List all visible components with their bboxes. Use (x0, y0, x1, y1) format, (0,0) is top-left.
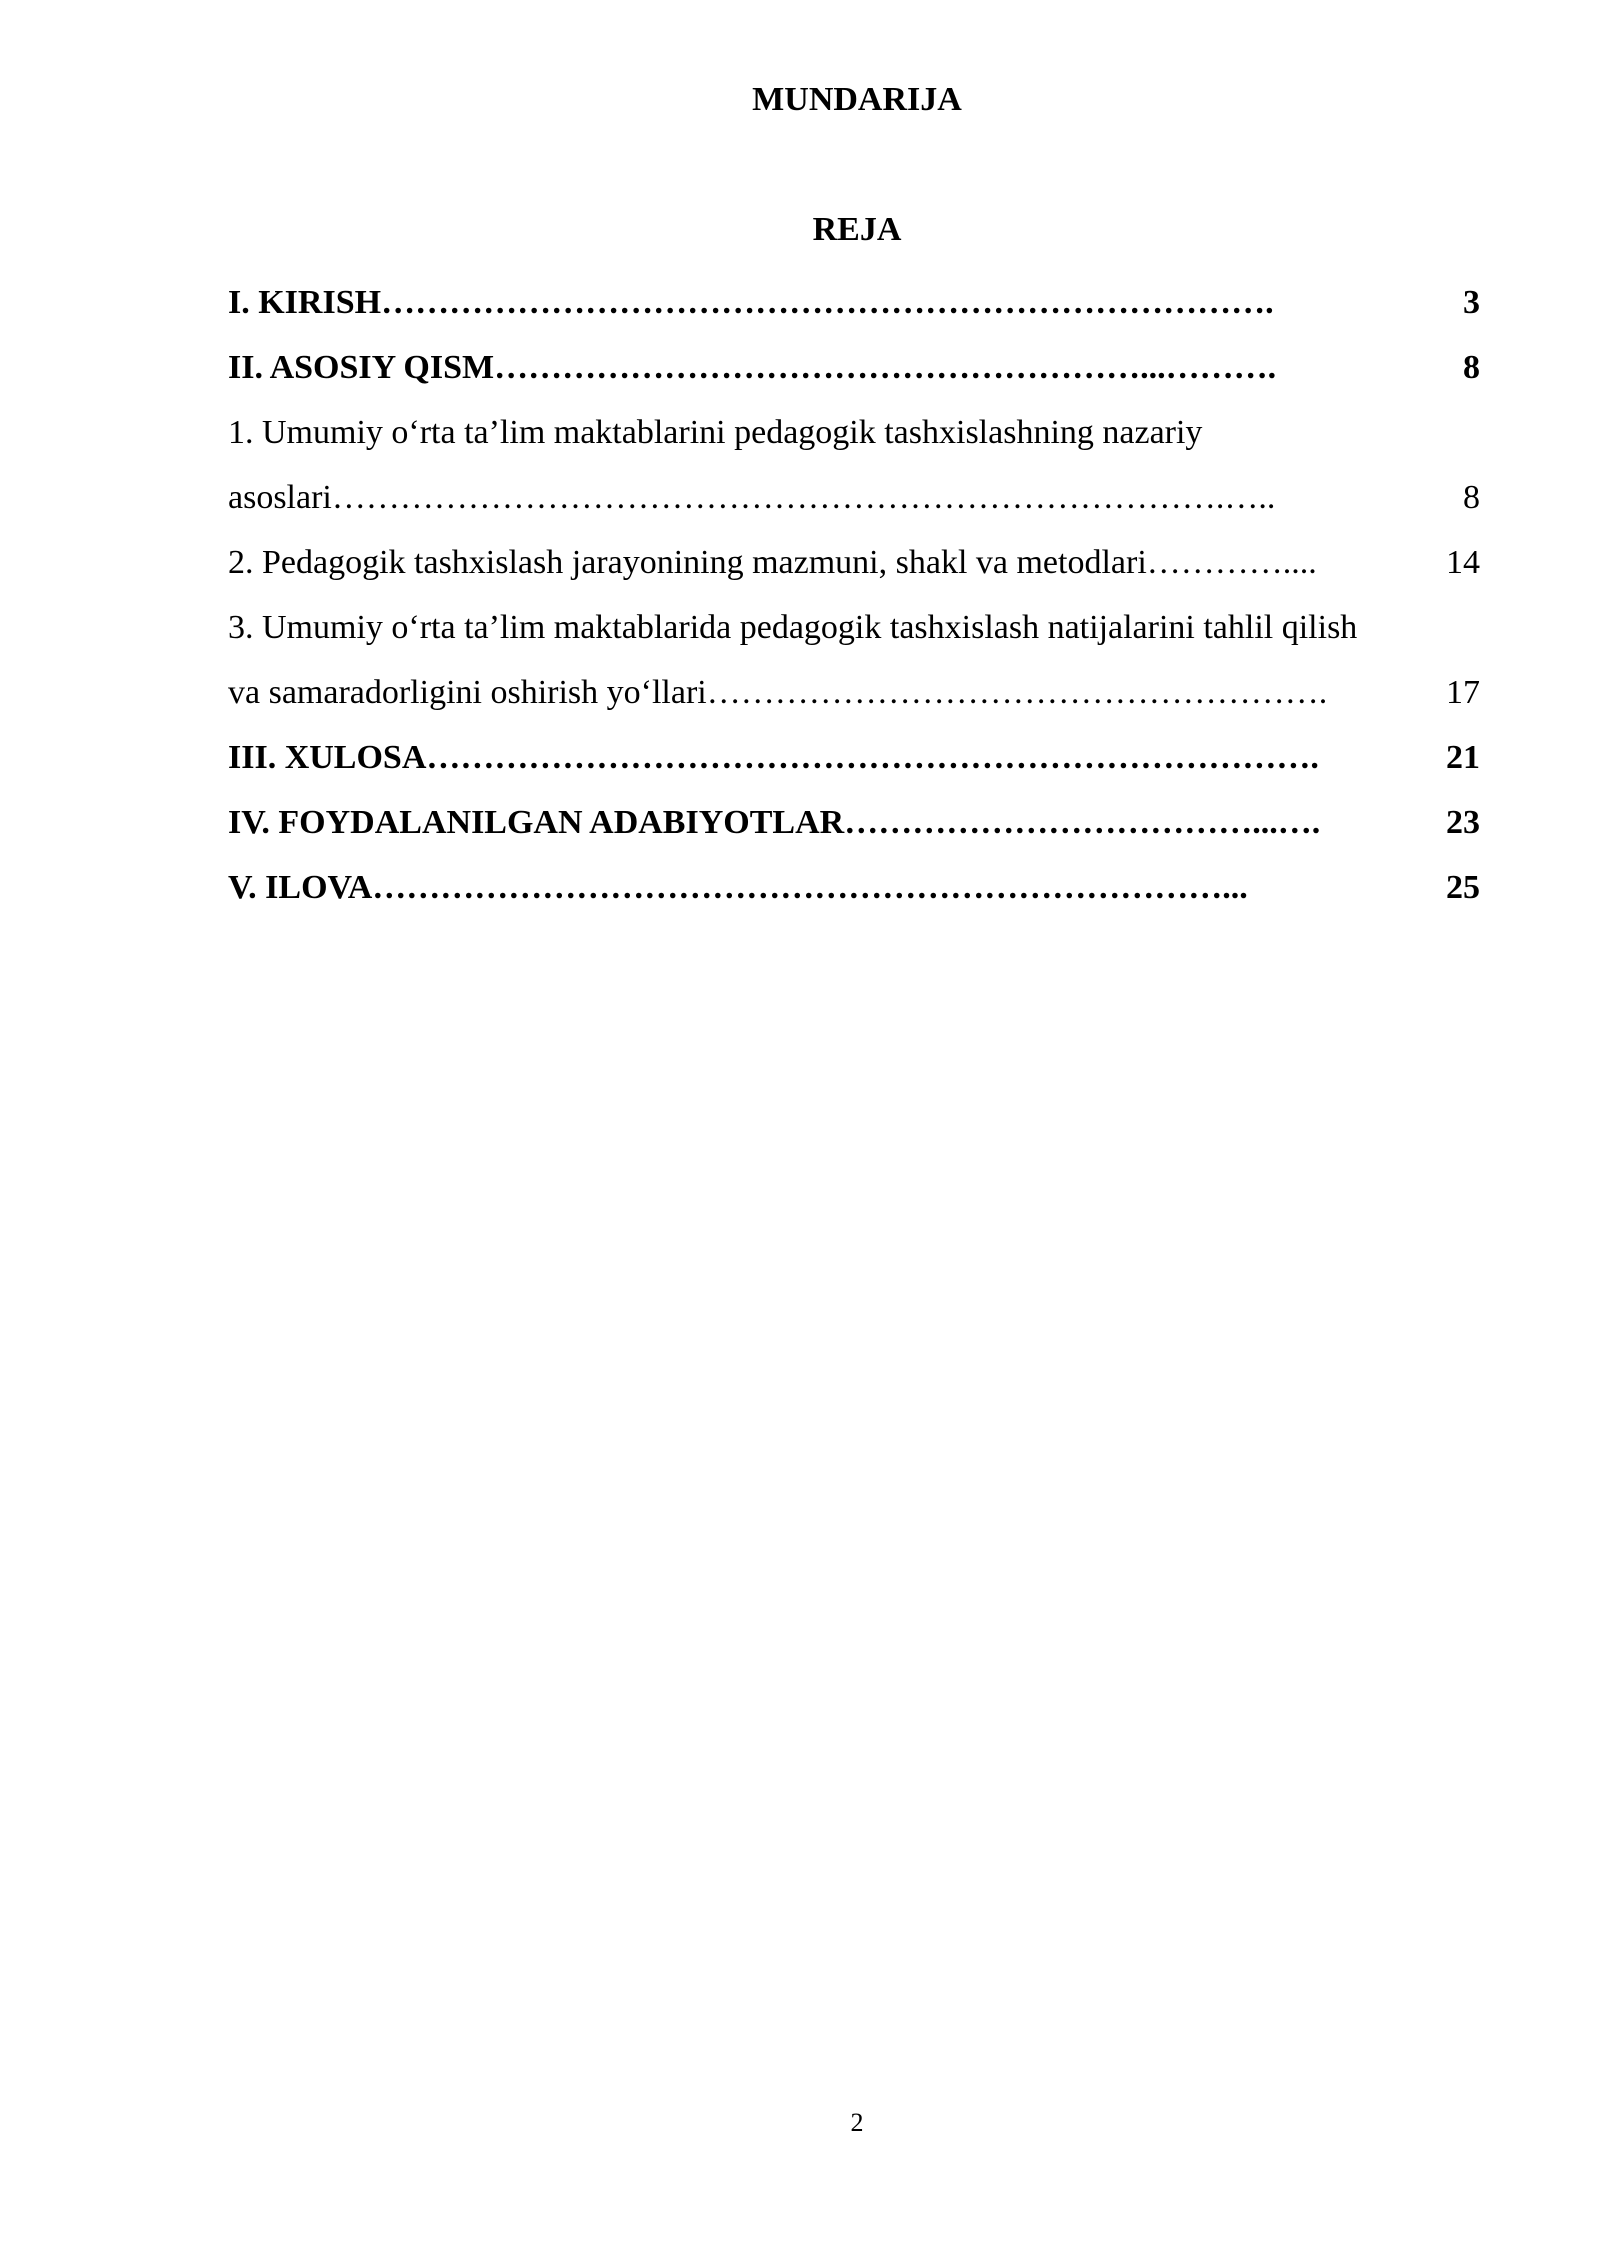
toc-entry-section-1-line-2 (228, 465, 1480, 530)
toc-entry-section-3-line-1 (228, 595, 1480, 660)
page-number: 2 (850, 2108, 864, 2137)
toc-entry-text: va samaradorligini oshirish yo‘llari (228, 673, 707, 711)
toc-entry-adabiyotlar (228, 790, 1480, 855)
toc-entry-text: asoslari (228, 478, 332, 516)
toc-entry-leader: …………………………………………………………………... (372, 868, 1248, 906)
toc-entry-text: IV. FOYDALANILGAN ADABIYOTLAR (228, 803, 845, 841)
toc-entry-text: I. KIRISH (228, 283, 382, 321)
toc-entry-page: 23 (1446, 803, 1480, 841)
toc-entry-page: 8 (1463, 478, 1480, 516)
toc-entry-text: II. ASOSIY QISM (228, 348, 495, 386)
plan-title: REJA (812, 211, 902, 248)
toc-entry-page: 8 (1463, 348, 1480, 386)
document-title: MUNDARIJA (752, 81, 962, 118)
toc-entry-page: 3 (1463, 283, 1480, 321)
toc-entry-page: 17 (1446, 673, 1480, 711)
toc-entry-leader: …………………………………………………...………. (494, 348, 1277, 386)
toc-entry-section-1-line-1 (228, 400, 1480, 465)
toc-entry-leader: …………………………………………………………………….….. (331, 478, 1276, 516)
toc-entry-ilova (228, 855, 1480, 920)
toc-entry-kirish (228, 270, 1480, 335)
toc-entry-page: 21 (1446, 738, 1480, 776)
toc-entry-text: III. XULOSA (228, 738, 427, 776)
toc-entry-section-3-line-2 (228, 660, 1480, 725)
toc-entry-text: 2. Pedagogik tashxislash jarayonining mazmuni, shakl va metodlari (228, 543, 1147, 581)
toc-entry-leader: ………………………………………………. (706, 673, 1328, 711)
toc-entry-text: V. ILOVA (228, 868, 373, 906)
toc-entry-leader: ……………………………………………………………………. (426, 738, 1319, 776)
table-of-contents (228, 270, 1480, 920)
toc-entry-page: 25 (1446, 868, 1480, 906)
toc-entry-leader: ……………………………………………………………………. (381, 283, 1274, 321)
toc-entry-section-2 (228, 530, 1480, 595)
toc-entry-text: 3. Umumiy o‘rta ta’lim maktablarida pedagogik tashxislash natijalarini tahlil qilish (228, 608, 1358, 646)
toc-entry-xulosa (228, 725, 1480, 790)
toc-entry-asosiy-qism (228, 335, 1480, 400)
toc-entry-text: 1. Umumiy o‘rta ta’lim maktablarini pedagogik tashxislashning nazariy (228, 413, 1203, 451)
toc-entry-page: 14 (1446, 543, 1480, 581)
toc-entry-leader: ………….... (1146, 543, 1317, 581)
toc-entry-leader: ………………………………...…. (844, 803, 1321, 841)
